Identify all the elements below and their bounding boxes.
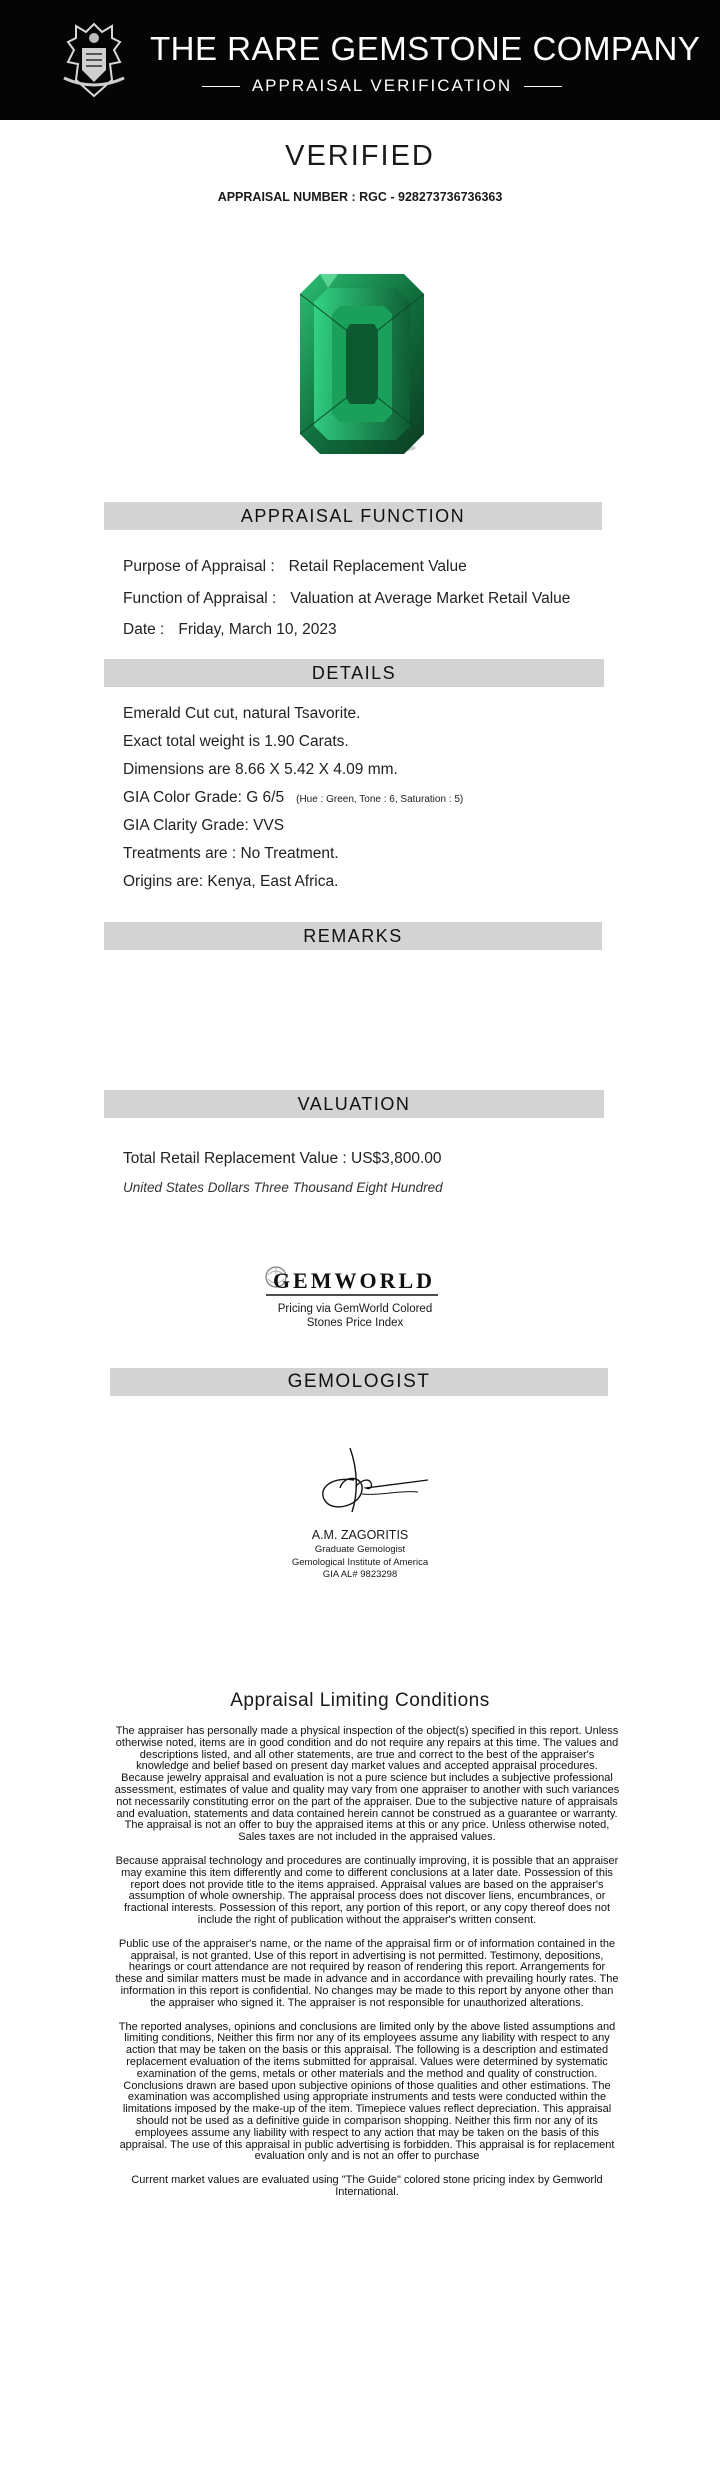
emerald-cut-green-gem-icon [298,272,426,456]
gemologist-title: Graduate Gemologist [314,1544,406,1555]
function-value: Valuation at Average Market Retail Value [290,590,571,607]
lion-crest-icon [54,18,134,102]
limiting-conditions-body [114,1726,620,2211]
detail-cut: Emerald Cut cut, natural Tsavorite. [123,705,361,722]
valuation-total: Total Retail Replacement Value : US$3,800.00 [123,1150,442,1167]
appraisal-function-heading: APPRAISAL FUNCTION [104,502,602,530]
purpose-value: Retail Replacement Value [288,558,467,575]
gemologist-gia-number: GIA AL# 9823298 [322,1569,398,1580]
condition-paragraph-3: Public use of the appraiser's name, or the name of the appraisal firm or of information contained in the appraisal, is not granted. Use of this report in advertising is not permitted. Testimony, depositions, hearings or court attendance are not required by reason of rendering this report. Arrangements for these and similar matters must be made in advance and in accordance with prevailing hourly rates. The information in this report is confidential. No changes may be made to this report by anyone other than the appraiser who signed it. The appraiser is not responsible for unauthorized alterations. [115,1937,619,2009]
handwritten-signature-icon [300,1440,440,1520]
detail-color-note: (Hue : Green, Tone : 6, Saturation : 5) [296,794,464,805]
purpose-row [123,558,467,576]
gemworld-caption-line1: Pricing via GemWorld Colored [277,1303,433,1315]
gemworld-logo-text: GEMWORLD [272,1268,436,1293]
appraisal-number: APPRAISAL NUMBER : RGC - 928273736736363 [217,190,503,204]
function-row [123,590,570,608]
detail-clarity: GIA Clarity Grade: VVS [123,817,285,834]
gemworld-caption-line2: Stones Price Index [306,1317,404,1329]
detail-weight: Exact total weight is 1.90 Carats. [123,733,349,750]
detail-dimensions: Dimensions are 8.66 X 5.42 X 4.09 mm. [123,761,398,778]
function-label: Function of Appraisal : [123,590,277,607]
condition-paragraph-4: The reported analyses, opinions and conclusions are limited only by the above listed assumptions and limiting conditions, Neither this firm nor any of its employees assume any liability with respect to any action that may be taken on the basis or this appraisal. The following is a description and estimated replacement evaluation of the items submitted for appraisal. Values were determined by systematic examination of the gems, metals or other materials and the method and quality of construction. Conclusions drawn are based upon subjective opinions of those qualities and other estimations. The examination was accomplished using appropriate instruments and tests were conducted within the limitations imposed by the make-up of the item. Timepiece values reflect depreciation. This appraisal should not be used as a definitive guide in comparison shopping. Neither this firm nor any of its employees assume any liability with respect to any action that may be taken on the basis of this appraisal. The use of this appraisal in public advertising is forbidden. This appraisal is for replacement evaluation only and is not an offer to purchase [118,2020,616,2163]
company-name: THE RARE GEMSTONE COMPANY [150,30,701,67]
subtitle-text: APPRAISAL VERIFICATION [251,76,513,95]
date-value: Friday, March 10, 2023 [178,621,337,638]
detail-origins: Origins are: Kenya, East Africa. [123,873,339,890]
valuation-heading: VALUATION [104,1090,604,1118]
gemologist-heading: GEMOLOGIST [110,1368,608,1396]
purpose-label: Purpose of Appraisal : [123,558,275,575]
subtitle-left-rule [202,86,240,87]
limiting-conditions-title: Appraisal Limiting Conditions [230,1690,490,1711]
subtitle-right-rule [524,86,562,87]
condition-paragraph-1: The appraiser has personally made a physical inspection of the object(s) specified in this report. Unless otherwise noted, items are in good condition and do not require any repairs at this time. The values and descriptions listed, and all other statements, are true and correct to the best of the appraiser's knowledge and belief based on present day market values and accepted appraisal procedures. Because jewelry appraisal and evaluation is not a pure science but includes a subjective professional assessment, estimates of value and quality may vary from one appraiser to another with such variances not necessarily constituting error on the part of the appraiser. Due to the subjective nature of appraisals and evaluation, statements and data contained herein cannot be construed as a guarantee or warranty. The appraisal is not an offer to buy the appraised items at this or any price. Unless otherwise noted, Sales taxes are not included in the appraised values. [114,1725,620,1844]
condition-paragraph-2: Because appraisal technology and procedures are continually improving, it is possible that an appraiser may examine this item differently and come to different conclusions at a later date. Possession of this report does not provide title to the items appraised. Appraisal values are based on the appraiser's assumption of whole ownership. The appraisal process does not discover liens, encumbrances, or fractional interests. Possession of this report, any portion of this report, or any copy thereof does not include the right of publication without the appraiser's written consent. [115,1854,619,1926]
detail-treatments: Treatments are : No Treatment. [123,845,339,862]
gemologist-info [0,1528,720,1582]
details-heading: DETAILS [104,659,604,687]
gemworld-logo [262,1263,442,1297]
detail-color-grade: GIA Color Grade: G 6/5 [123,789,285,806]
date-row [123,621,337,639]
detail-color-grade-row [123,789,463,807]
header-subtitle [202,76,562,96]
gemologist-name: A.M. ZAGORITIS [311,1528,409,1542]
verified-status: VERIFIED [285,140,435,172]
date-label: Date : [123,621,165,638]
valuation-words: United States Dollars Three Thousand Eight Hundred [123,1180,443,1195]
condition-paragraph-5: Current market values are evaluated using "The Guide" colored stone pricing index by Gemworld International. [131,2174,603,2198]
header-banner [0,0,720,120]
gemologist-institute: Gemological Institute of America [291,1556,429,1568]
gemologist-credentials [0,1544,720,1582]
gemworld-caption [250,1302,460,1330]
remarks-heading: REMARKS [104,922,602,950]
